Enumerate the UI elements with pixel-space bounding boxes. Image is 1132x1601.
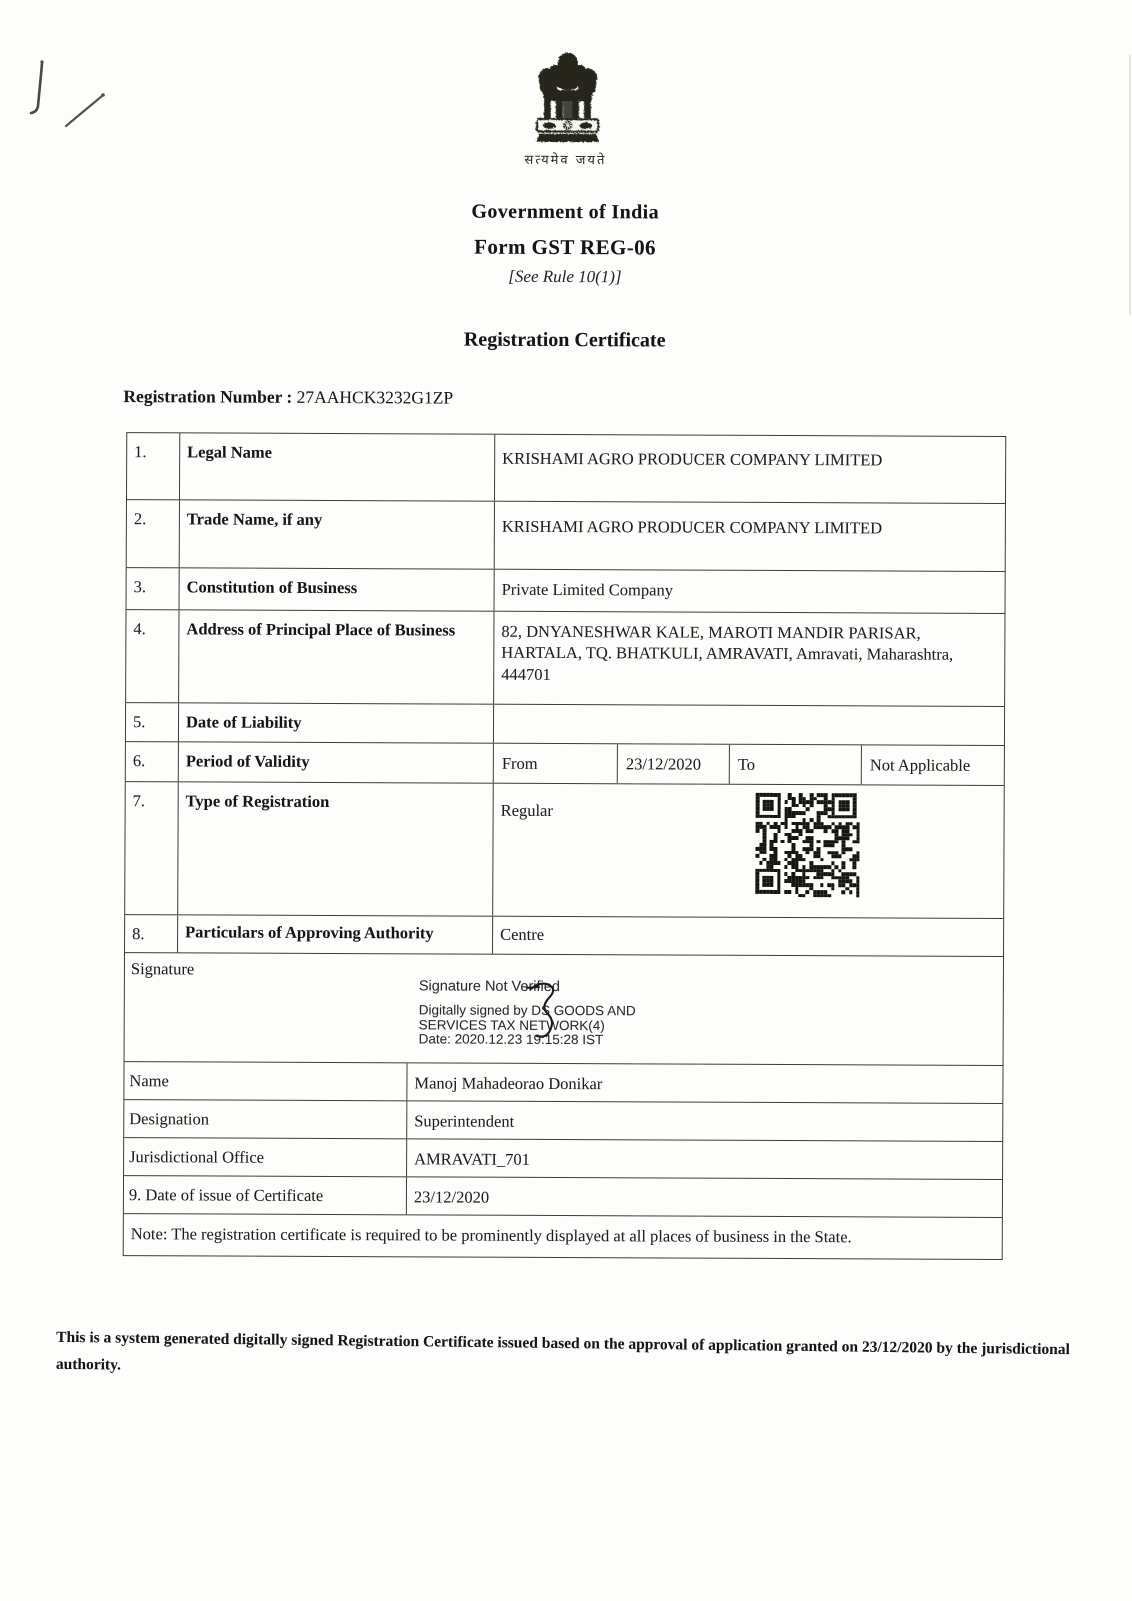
- value-cell: KRISHAMI AGRO PRODUCER COMPANY LIMITED: [494, 502, 1005, 571]
- label-cell: Period of Validity: [178, 742, 493, 782]
- certificate-title: Registration Certificate: [0, 327, 1131, 355]
- serial-cell: 6.: [126, 742, 178, 781]
- label-cell: Date of Liability: [178, 703, 493, 742]
- authority-row-name: [124, 1061, 1002, 1103]
- validity-to-label: To: [729, 745, 861, 785]
- value-cell: 23/12/2020: [406, 1177, 1002, 1217]
- signature-not-verified-text: Signature Not Verified: [419, 978, 759, 995]
- validity-from-value: 23/12/2020: [617, 744, 729, 783]
- signature-line-3: Date: 2020.12.23 19:15:28 IST: [419, 1032, 759, 1048]
- signature-row: [125, 952, 1003, 1065]
- signature-line-2: SERVICES TAX NETWORK(4): [419, 1018, 759, 1034]
- national-emblem-of-india: [524, 50, 612, 152]
- value-cell: KRISHAMI AGRO PRODUCER COMPANY LIMITED: [494, 435, 1005, 503]
- table-row-address: [126, 609, 1004, 706]
- footer-text: This is a system generated digitally signed Registration Certificate issued based on the approval of application granted on 23/12/2020 by the jurisdictional authority.: [56, 1324, 1073, 1390]
- value-cell: AMRAVATI_701: [406, 1139, 1002, 1179]
- value-cell: Private Limited Company: [494, 570, 1005, 613]
- value-cell: 82, DNYANESHWAR KALE, MAROTI MANDIR PARISAR, HARTALA, TQ. BHATKULI, AMRAVATI, Amravati, Maharashtra, 444701: [493, 612, 1004, 706]
- table-row-constitution: [127, 567, 1005, 613]
- label-cell: Constitution of Business: [179, 568, 494, 610]
- table-row-trade-name: [127, 499, 1005, 571]
- note-text: Note: The registration certificate is required to be prominently displayed at all places of business in the State.: [124, 1214, 1002, 1259]
- registration-table: [123, 432, 1007, 1260]
- authority-row-date-of-issue: [124, 1175, 1002, 1217]
- value-cell: Manoj Mahadeorao Donikar: [406, 1063, 1002, 1103]
- table-row-approving-authority: [125, 914, 1003, 956]
- table-row-period-of-validity: [126, 741, 1004, 785]
- rule-reference: [See Rule 10(1)]: [0, 265, 1131, 290]
- authority-row-designation: [124, 1099, 1002, 1141]
- label-cell: Jurisdictional Office: [124, 1138, 406, 1176]
- registration-number-line: [123, 386, 453, 408]
- emblem-caption: सत्यमेव जयते: [0, 148, 1132, 171]
- label-cell: 9. Date of issue of Certificate: [124, 1176, 406, 1214]
- serial-cell: 8.: [125, 915, 177, 952]
- authority-row-jurisdictional-office: [124, 1137, 1002, 1179]
- label-cell: Trade Name, if any: [179, 500, 494, 568]
- serial-cell: 3.: [127, 568, 179, 609]
- table-row-legal-name: [127, 433, 1005, 503]
- signature-line-1: Digitally signed by DS GOODS AND: [419, 1003, 759, 1019]
- value-cell: [492, 784, 1004, 918]
- validity-cell: [493, 744, 1004, 785]
- validity-to-value: Not Applicable: [861, 745, 1004, 785]
- value-cell: Centre: [492, 917, 1003, 956]
- table-row-type-of-registration: [125, 781, 1004, 918]
- form-title: Form GST REG-06: [0, 233, 1131, 263]
- serial-cell: 4.: [126, 610, 178, 702]
- signature-label: Signature: [131, 959, 194, 979]
- label-cell: Name: [124, 1062, 406, 1100]
- signature-squiggle: [523, 973, 593, 1051]
- serial-cell: 2.: [127, 500, 179, 567]
- label-cell: Legal Name: [179, 433, 494, 500]
- label-cell: Designation: [124, 1100, 406, 1138]
- serial-cell: 1.: [127, 433, 179, 499]
- registration-number-label: Registration Number :: [123, 386, 292, 407]
- label-cell: Address of Principal Place of Business: [178, 610, 493, 703]
- table-row-date-of-liability: [126, 702, 1004, 745]
- validity-from-label: From: [494, 744, 617, 784]
- label-cell: Type of Registration: [177, 782, 493, 915]
- value-cell: [493, 705, 1004, 745]
- registration-number-value: 27AAHCK3232G1ZP: [297, 387, 454, 408]
- registration-type-value: Regular: [501, 801, 553, 820]
- serial-cell: 5.: [126, 703, 178, 741]
- government-title: Government of India: [0, 199, 1131, 227]
- label-cell: Particulars of Approving Authority: [177, 915, 492, 953]
- qr-code: [755, 793, 857, 895]
- value-cell: Superintendent: [406, 1101, 1002, 1141]
- serial-cell: 7.: [125, 782, 178, 914]
- note-row: [124, 1213, 1002, 1259]
